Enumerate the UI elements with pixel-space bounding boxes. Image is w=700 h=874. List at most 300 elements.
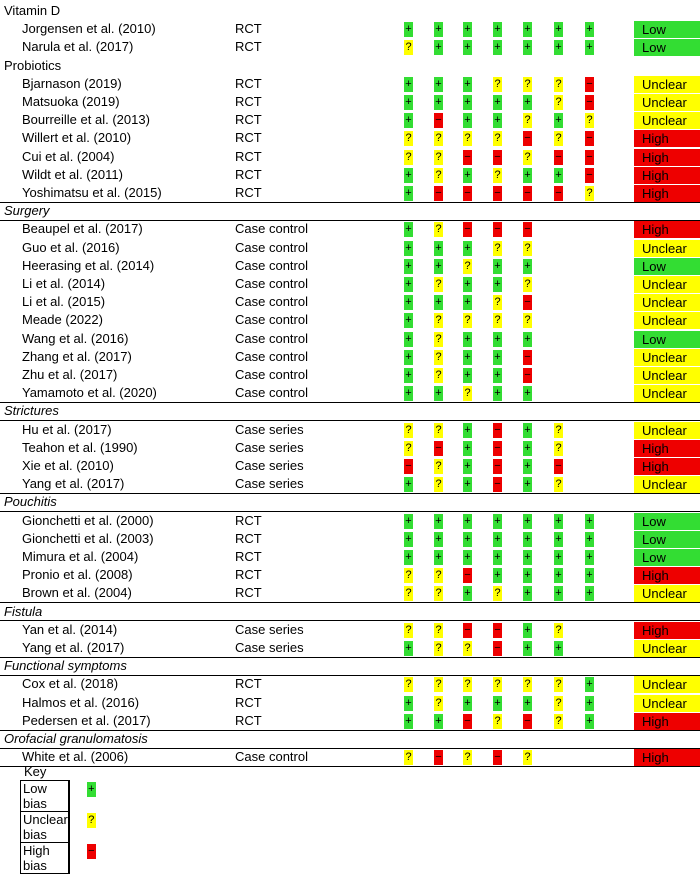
bias-cell-high: − [405, 460, 412, 472]
bias-cell-high: − [494, 623, 501, 636]
bias-cell-low: + [494, 332, 501, 345]
bias-cell-low: + [405, 642, 412, 654]
section-header [0, 493, 700, 511]
bias-cell-low: + [464, 168, 471, 181]
bias-cell-low: + [435, 259, 442, 272]
study-name: Yoshimatsu et al. (2015) [22, 185, 162, 200]
table-row [0, 330, 700, 348]
study-name: Mimura et al. (2004) [22, 549, 139, 564]
group-header [0, 2, 700, 20]
bias-cell-low: + [524, 96, 531, 108]
table-row [0, 548, 700, 566]
bias-cell-low: + [464, 460, 471, 472]
bias-cell-low: + [494, 514, 501, 527]
overall-rating: High [634, 458, 700, 475]
study-design: RCT [235, 75, 262, 91]
bias-cell-unclear: ? [435, 132, 442, 145]
overall-rating: Unclear [634, 112, 700, 129]
bias-cell-unclear: ? [464, 751, 471, 764]
table-row [0, 621, 700, 639]
bias-cell-unclear: ? [435, 623, 442, 636]
bias-cell-low: + [405, 478, 412, 491]
study-name: Yang et al. (2017) [22, 476, 125, 492]
study-design: Case control [235, 348, 308, 364]
bias-cell-unclear: ? [435, 314, 442, 327]
bias-cell-low: + [524, 478, 531, 491]
overall-rating: High [634, 713, 700, 730]
bias-cell-high: − [435, 187, 442, 199]
bias-cell-unclear: ? [524, 314, 531, 327]
bias-cell-high: − [586, 77, 593, 90]
overall-rating: Low [634, 513, 700, 530]
key-table [20, 780, 95, 874]
bias-cell-low: + [524, 642, 531, 654]
bias-cell-low: + [586, 551, 593, 563]
bias-cell-low: + [405, 296, 412, 309]
bias-cell-unclear: ? [524, 751, 531, 764]
bias-cell-low: + [405, 223, 412, 236]
bias-cell-unclear: ? [524, 114, 531, 127]
study-name: Wildt et al. (2011) [22, 166, 123, 182]
study-design: RCT [235, 549, 262, 564]
key-swatch-low: + [88, 783, 95, 795]
study-design: RCT [235, 39, 262, 55]
bias-cell-low: + [586, 696, 593, 709]
bias-cell-low: + [555, 168, 562, 181]
bias-cell-unclear: ? [464, 387, 471, 400]
bias-cell-unclear: ? [405, 41, 412, 54]
section-header [0, 603, 700, 621]
bias-cell-high: − [494, 460, 501, 472]
bias-cell-low: + [494, 696, 501, 709]
bias-cell-low: + [524, 441, 531, 454]
key-label: Unclear bias [21, 812, 69, 843]
section-title: Surgery [4, 203, 50, 219]
bias-cell-low: + [555, 41, 562, 54]
study-name: Beaupel et al. (2017) [22, 221, 143, 237]
bias-cell-low: + [405, 696, 412, 709]
bias-cell-unclear: ? [435, 642, 442, 654]
table-row [0, 148, 700, 166]
table-row [0, 512, 700, 530]
bias-cell-high: − [494, 423, 501, 436]
study-design: Case series [235, 621, 304, 637]
bias-cell-unclear: ? [435, 332, 442, 345]
study-design: Case control [235, 385, 308, 401]
table-row [0, 348, 700, 366]
bias-cell-low: + [464, 241, 471, 254]
bias-cell-unclear: ? [464, 259, 471, 272]
overall-rating: Unclear [634, 94, 700, 111]
bias-cell-unclear: ? [464, 642, 471, 654]
table-row [0, 20, 700, 38]
study-name: Teahon et al. (1990) [22, 439, 138, 455]
bias-cell-low: + [435, 551, 442, 563]
bias-cell-low: + [435, 41, 442, 54]
bias-cell-unclear: ? [435, 278, 442, 290]
bias-cell-low: + [464, 696, 471, 709]
bias-cell-high: − [494, 478, 501, 491]
study-name: Willert et al. (2010) [22, 130, 132, 146]
bias-cell-high: − [524, 187, 531, 199]
bias-cell-high: − [494, 223, 501, 236]
bias-cell-low: + [524, 514, 531, 527]
bias-cell-low: + [464, 23, 471, 36]
bias-cell-unclear: ? [555, 423, 562, 436]
bias-cell-low: + [435, 96, 442, 108]
key-swatch-high: − [88, 845, 95, 857]
study-design: Case control [235, 257, 308, 273]
table-row [0, 421, 700, 439]
overall-rating: Low [634, 549, 700, 566]
bias-cell-low: + [435, 77, 442, 90]
bias-cell-unclear: ? [555, 96, 562, 108]
bias-cell-low: + [524, 623, 531, 636]
study-design: Case series [235, 476, 304, 492]
bias-cell-unclear: ? [405, 587, 412, 600]
overall-rating: Unclear [634, 294, 700, 311]
bias-cell-low: + [524, 423, 531, 436]
bias-cell-low: + [405, 241, 412, 254]
bias-cell-unclear: ? [435, 350, 442, 363]
bias-cell-unclear: ? [435, 460, 442, 472]
table-row [0, 111, 700, 129]
bias-cell-high: − [555, 460, 562, 472]
section-header [0, 402, 700, 420]
bias-cell-unclear: ? [435, 587, 442, 600]
group-header [0, 57, 700, 75]
bias-cell-unclear: ? [524, 678, 531, 691]
table-row [0, 129, 700, 147]
bias-cell-high: − [435, 751, 442, 764]
bias-cell-low: + [435, 387, 442, 400]
study-name: Bourreille et al. (2013) [22, 112, 150, 128]
bias-cell-unclear: ? [405, 751, 412, 764]
bias-cell-low: + [464, 423, 471, 436]
overall-rating: Unclear [634, 676, 700, 693]
overall-rating: High [634, 567, 700, 584]
bias-cell-unclear: ? [494, 241, 501, 254]
bias-cell-high: − [464, 223, 471, 236]
bias-cell-low: + [555, 587, 562, 600]
bias-cell-high: − [494, 642, 501, 654]
bias-cell-unclear: ? [494, 314, 501, 327]
bias-cell-low: + [494, 41, 501, 54]
study-name: Matsuoka (2019) [22, 94, 120, 109]
overall-rating: High [634, 749, 700, 766]
bias-cell-low: + [586, 23, 593, 36]
section-title: Strictures [4, 403, 59, 419]
bias-cell-low: + [586, 41, 593, 54]
table-row [0, 748, 700, 766]
key-label: High bias [21, 843, 69, 874]
bias-cell-high: − [555, 150, 562, 163]
bias-cell-low: + [464, 514, 471, 527]
bias-cell-low: + [405, 369, 412, 381]
table-row [0, 220, 700, 238]
bias-cell-high: − [555, 187, 562, 199]
table-row [0, 694, 700, 712]
bias-cell-unclear: ? [494, 714, 501, 727]
section-header [0, 657, 700, 675]
bias-cell-unclear: ? [524, 241, 531, 254]
study-name: Pronio et al. (2008) [22, 567, 133, 583]
table-row [0, 93, 700, 111]
study-name: Gionchetti et al. (2003) [22, 530, 154, 546]
overall-rating: Low [634, 531, 700, 548]
bias-cell-unclear: ? [524, 150, 531, 163]
bias-cell-low: + [494, 369, 501, 381]
bias-cell-low: + [524, 259, 531, 272]
bias-cell-low: + [405, 314, 412, 327]
bias-cell-low: + [524, 23, 531, 36]
bias-cell-low: + [435, 532, 442, 545]
bias-cell-high: − [524, 132, 531, 145]
bias-cell-low: + [524, 387, 531, 400]
bias-cell-low: + [405, 187, 412, 199]
study-name: Pedersen et al. (2017) [22, 712, 151, 728]
table-row [0, 257, 700, 275]
bias-cell-low: + [494, 532, 501, 545]
bias-cell-unclear: ? [494, 132, 501, 145]
study-design: Case control [235, 276, 308, 291]
study-design: RCT [235, 676, 262, 692]
key-swatch-unclear: ? [88, 814, 95, 826]
bias-cell-low: + [464, 77, 471, 90]
overall-rating: Low [634, 39, 700, 56]
overall-rating: High [634, 149, 700, 166]
table-row [0, 38, 700, 56]
bias-cell-low: + [405, 114, 412, 127]
study-name: Li et al. (2015) [22, 294, 106, 310]
bias-cell-low: + [494, 96, 501, 108]
overall-rating: Unclear [634, 76, 700, 93]
bias-cell-high: − [524, 714, 531, 727]
study-design: Case series [235, 421, 304, 437]
bias-cell-low: + [405, 96, 412, 108]
bias-cell-unclear: ? [494, 587, 501, 600]
study-name: Zhu et al. (2017) [22, 367, 118, 382]
table-row [0, 457, 700, 475]
study-name: Zhang et al. (2017) [22, 348, 132, 364]
bias-cell-low: + [555, 114, 562, 127]
bias-cell-low: + [524, 569, 531, 582]
key-row [21, 812, 70, 843]
bias-cell-low: + [464, 114, 471, 127]
bias-cell-unclear: ? [464, 314, 471, 327]
overall-rating: Unclear [634, 349, 700, 366]
bias-cell-low: + [494, 259, 501, 272]
bias-cell-low: + [464, 332, 471, 345]
study-design: RCT [235, 530, 262, 546]
bias-cell-high: − [524, 369, 531, 381]
bias-cell-unclear: ? [464, 678, 471, 691]
bias-cell-unclear: ? [555, 77, 562, 90]
study-design: Case control [235, 221, 308, 237]
bias-cell-unclear: ? [494, 296, 501, 309]
bias-cell-unclear: ? [405, 441, 412, 454]
bias-cell-low: + [405, 532, 412, 545]
table-row [0, 584, 700, 602]
bias-cell-high: − [494, 441, 501, 454]
bias-cell-low: + [586, 569, 593, 582]
bias-cell-low: + [555, 642, 562, 654]
section-divider [0, 766, 700, 767]
study-name: Yang et al. (2017) [22, 640, 125, 655]
study-name: White et al. (2006) [22, 749, 129, 765]
bias-cell-high: − [586, 150, 593, 163]
table-row [0, 275, 700, 293]
table-row [0, 166, 700, 184]
bias-cell-low: + [524, 551, 531, 563]
bias-cell-unclear: ? [405, 150, 412, 163]
bias-cell-low: + [524, 41, 531, 54]
bias-cell-low: + [464, 278, 471, 290]
study-name: Bjarnason (2019) [22, 75, 122, 91]
study-name: Yamamoto et al. (2020) [22, 385, 157, 401]
bias-cell-high: − [586, 96, 593, 108]
study-name: Xie et al. (2010) [22, 458, 114, 473]
section-title: Orofacial granulomatosis [4, 731, 148, 746]
bias-cell-unclear: ? [586, 114, 593, 127]
study-design: RCT [235, 712, 262, 728]
bias-cell-low: + [524, 696, 531, 709]
bias-cell-unclear: ? [405, 423, 412, 436]
bias-cell-low: + [555, 532, 562, 545]
table-row [0, 184, 700, 202]
study-design: RCT [235, 567, 262, 583]
bias-cell-unclear: ? [586, 187, 593, 199]
bias-cell-low: + [524, 460, 531, 472]
bias-cell-low: + [464, 41, 471, 54]
study-design: Case series [235, 439, 304, 455]
bias-cell-high: − [494, 150, 501, 163]
table-row [0, 75, 700, 93]
bias-cell-high: − [494, 751, 501, 764]
bias-cell-unclear: ? [435, 168, 442, 181]
table-row [0, 366, 700, 384]
study-design: Case control [235, 330, 308, 346]
table-row [0, 530, 700, 548]
overall-rating: Low [634, 331, 700, 348]
table-row [0, 639, 700, 657]
group-title: Probiotics [4, 57, 62, 73]
bias-cell-low: + [405, 278, 412, 290]
overall-rating: Unclear [634, 695, 700, 712]
study-name: Hu et al. (2017) [22, 421, 112, 437]
bias-cell-low: + [405, 77, 412, 90]
study-design: Case control [235, 294, 308, 310]
key-row [21, 843, 70, 874]
bias-cell-unclear: ? [524, 77, 531, 90]
table-row [0, 712, 700, 730]
bias-cell-unclear: ? [435, 678, 442, 691]
bias-cell-low: + [555, 514, 562, 527]
bias-cell-low: + [464, 532, 471, 545]
bias-cell-unclear: ? [405, 132, 412, 145]
study-name: Guo et al. (2016) [22, 239, 120, 255]
study-design: Case control [235, 749, 308, 765]
overall-rating: Unclear [634, 422, 700, 439]
bias-cell-low: + [494, 387, 501, 400]
bias-cell-low: + [464, 587, 471, 600]
study-name: Li et al. (2014) [22, 276, 106, 291]
study-design: Case series [235, 640, 304, 655]
study-design: RCT [235, 512, 262, 528]
study-name: Yan et al. (2014) [22, 621, 118, 637]
section-header [0, 202, 700, 220]
bias-cell-low: + [555, 569, 562, 582]
key-symbol-cell [68, 781, 95, 812]
bias-cell-unclear: ? [555, 132, 562, 145]
bias-cell-low: + [524, 168, 531, 181]
bias-cell-unclear: ? [435, 369, 442, 381]
study-design: RCT [235, 694, 262, 710]
bias-cell-low: + [494, 350, 501, 363]
overall-rating: High [634, 622, 700, 639]
bias-cell-unclear: ? [555, 441, 562, 454]
bias-cell-unclear: ? [555, 678, 562, 691]
study-design: RCT [235, 130, 262, 146]
study-design: Case control [235, 239, 308, 255]
study-name: Wang et al. (2016) [22, 330, 129, 346]
study-name: Jorgensen et al. (2010) [22, 21, 156, 37]
table-row [0, 439, 700, 457]
study-name: Cox et al. (2018) [22, 676, 119, 692]
section-header [0, 730, 700, 748]
bias-cell-low: + [586, 587, 593, 600]
study-design: RCT [235, 94, 262, 109]
bias-cell-unclear: ? [405, 623, 412, 636]
bias-cell-unclear: ? [435, 223, 442, 236]
group-title: Vitamin D [4, 3, 61, 18]
table-row [0, 675, 700, 693]
bias-cell-low: + [435, 241, 442, 254]
bias-cell-high: − [586, 168, 593, 181]
overall-rating: Low [634, 258, 700, 275]
section-title: Pouchitis [4, 494, 57, 510]
bias-cell-low: + [494, 551, 501, 563]
bias-cell-high: − [524, 350, 531, 363]
study-name: Meade (2022) [22, 312, 103, 328]
overall-rating: Low [634, 21, 700, 38]
table-row [0, 239, 700, 257]
bias-cell-high: − [524, 223, 531, 236]
study-name: Narula et al. (2017) [22, 39, 134, 55]
bias-cell-unclear: ? [555, 714, 562, 727]
bias-cell-low: + [405, 332, 412, 345]
bias-cell-unclear: ? [555, 623, 562, 636]
overall-rating: Unclear [634, 312, 700, 329]
bias-cell-unclear: ? [555, 696, 562, 709]
key-symbol-cell [68, 843, 95, 874]
overall-rating: Unclear [634, 476, 700, 493]
bias-cell-low: + [555, 23, 562, 36]
overall-rating: Unclear [634, 640, 700, 657]
overall-rating: High [634, 167, 700, 184]
bias-cell-high: − [464, 714, 471, 727]
study-design: RCT [235, 166, 262, 182]
table-row [0, 293, 700, 311]
study-design: RCT [235, 585, 262, 601]
study-design: RCT [235, 21, 262, 37]
study-name: Cui et al. (2004) [22, 148, 115, 164]
study-design: RCT [235, 185, 262, 200]
bias-cell-low: + [586, 678, 593, 691]
bias-cell-low: + [464, 350, 471, 363]
bias-cell-low: + [435, 296, 442, 309]
bias-cell-low: + [405, 259, 412, 272]
